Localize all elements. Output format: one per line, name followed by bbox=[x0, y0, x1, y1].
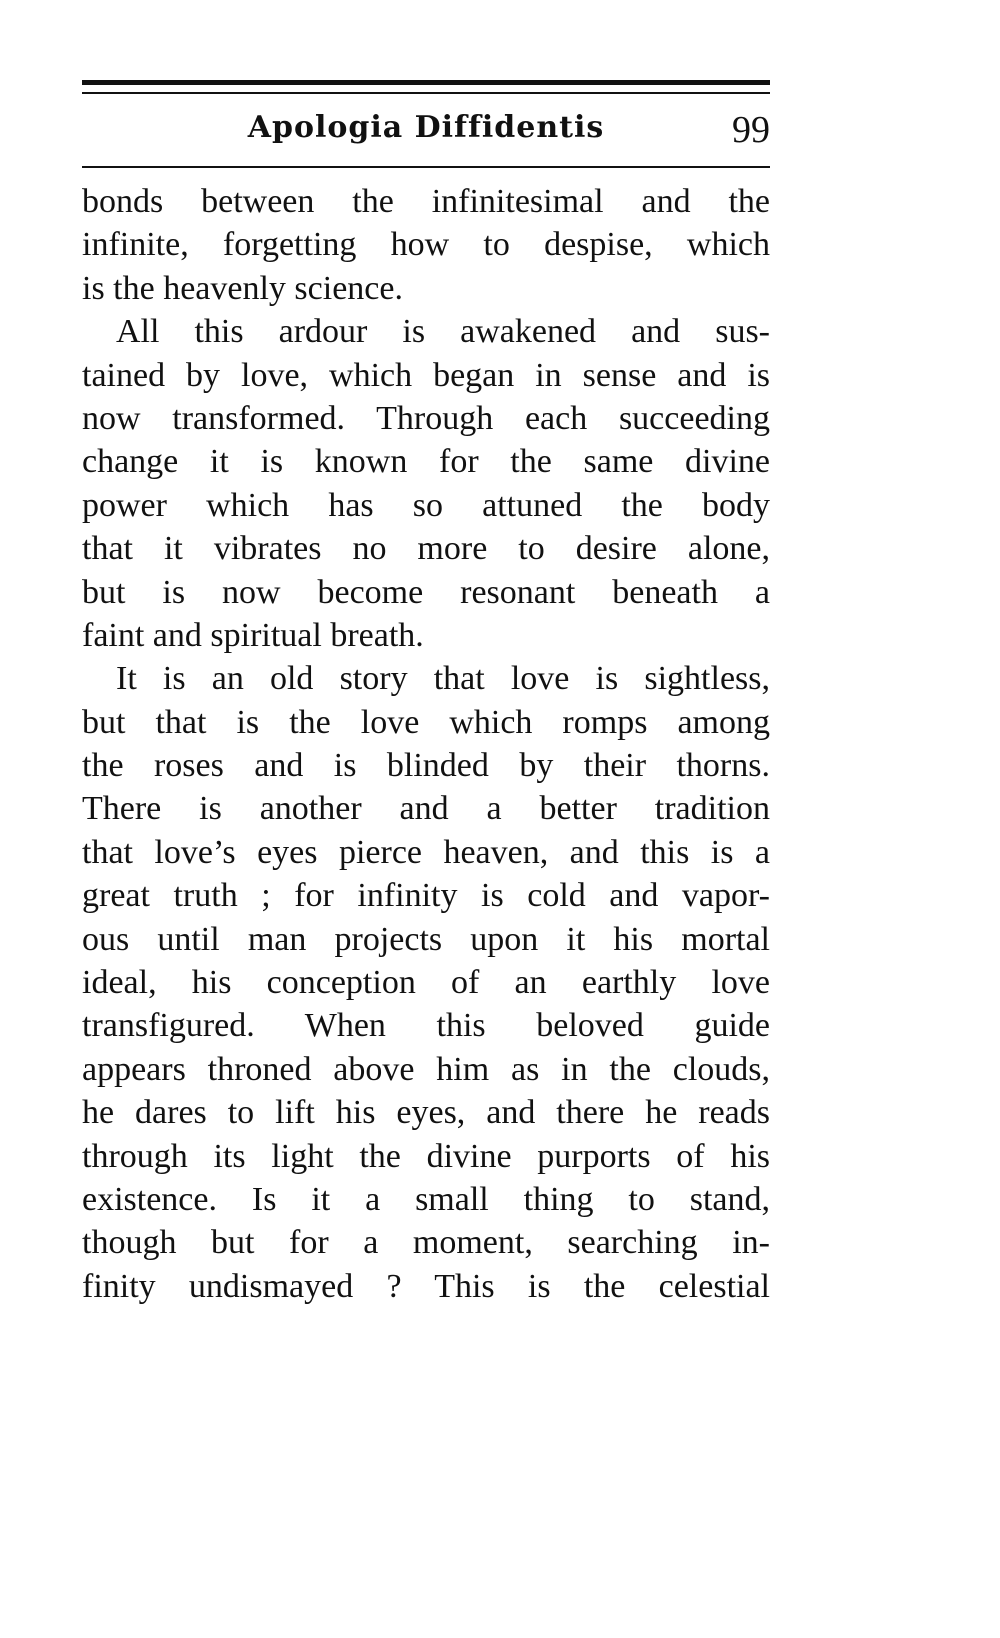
running-title: Apologia Diffidentis bbox=[247, 110, 605, 145]
text-line: finity undismayed ? This is the celestial bbox=[82, 1267, 770, 1305]
header-rule-bottom bbox=[82, 166, 770, 168]
text-line: There is another and a better tradition bbox=[82, 790, 770, 828]
text-line: through its light the divine purports of his bbox=[82, 1137, 770, 1175]
text-line: he dares to lift his eyes, and there he reads bbox=[82, 1094, 770, 1132]
text-line: appears throned above him as in the clouds, bbox=[82, 1050, 770, 1088]
page-number: 99 bbox=[732, 109, 770, 151]
text-line: great truth ; for infinity is cold and vapor- bbox=[82, 877, 770, 915]
text-line: though but for a moment, searching in- bbox=[82, 1224, 770, 1262]
text-line: that love’s eyes pierce heaven, and this is a bbox=[82, 833, 770, 871]
text-line: but that is the love which romps among bbox=[82, 703, 770, 741]
text-line: All this ardour is awakened and sus- bbox=[116, 313, 770, 351]
running-head bbox=[82, 108, 770, 156]
text-line: now transformed. Through each succeeding bbox=[82, 399, 770, 437]
text-line: faint and spiritual breath. bbox=[82, 616, 424, 654]
text-line: but is now become resonant beneath a bbox=[82, 573, 770, 611]
text-line: tained by love, which began in sense and is bbox=[82, 356, 770, 394]
text-line: that it vibrates no more to desire alone, bbox=[82, 530, 770, 568]
header-rule-thick bbox=[82, 80, 770, 85]
text-line: infinite, forgetting how to despise, which bbox=[82, 226, 770, 264]
body-text bbox=[82, 180, 770, 1308]
text-line: ous until man projects upon it his mortal bbox=[82, 920, 770, 958]
text-line: existence. Is it a small thing to stand, bbox=[82, 1180, 770, 1218]
text-line: is the heavenly science. bbox=[82, 269, 403, 307]
text-line: change it is known for the same divine bbox=[82, 443, 770, 481]
text-line: ideal, his conception of an earthly love bbox=[82, 964, 770, 1002]
text-line: It is an old story that love is sightless, bbox=[116, 660, 770, 698]
text-line: transfigured. When this beloved guide bbox=[82, 1007, 770, 1045]
header-rule-thin bbox=[82, 92, 770, 94]
text-line: the roses and is blinded by their thorns. bbox=[82, 747, 770, 785]
text-line: power which has so attuned the body bbox=[82, 486, 770, 524]
text-line: bonds between the infinitesimal and the bbox=[82, 183, 770, 220]
